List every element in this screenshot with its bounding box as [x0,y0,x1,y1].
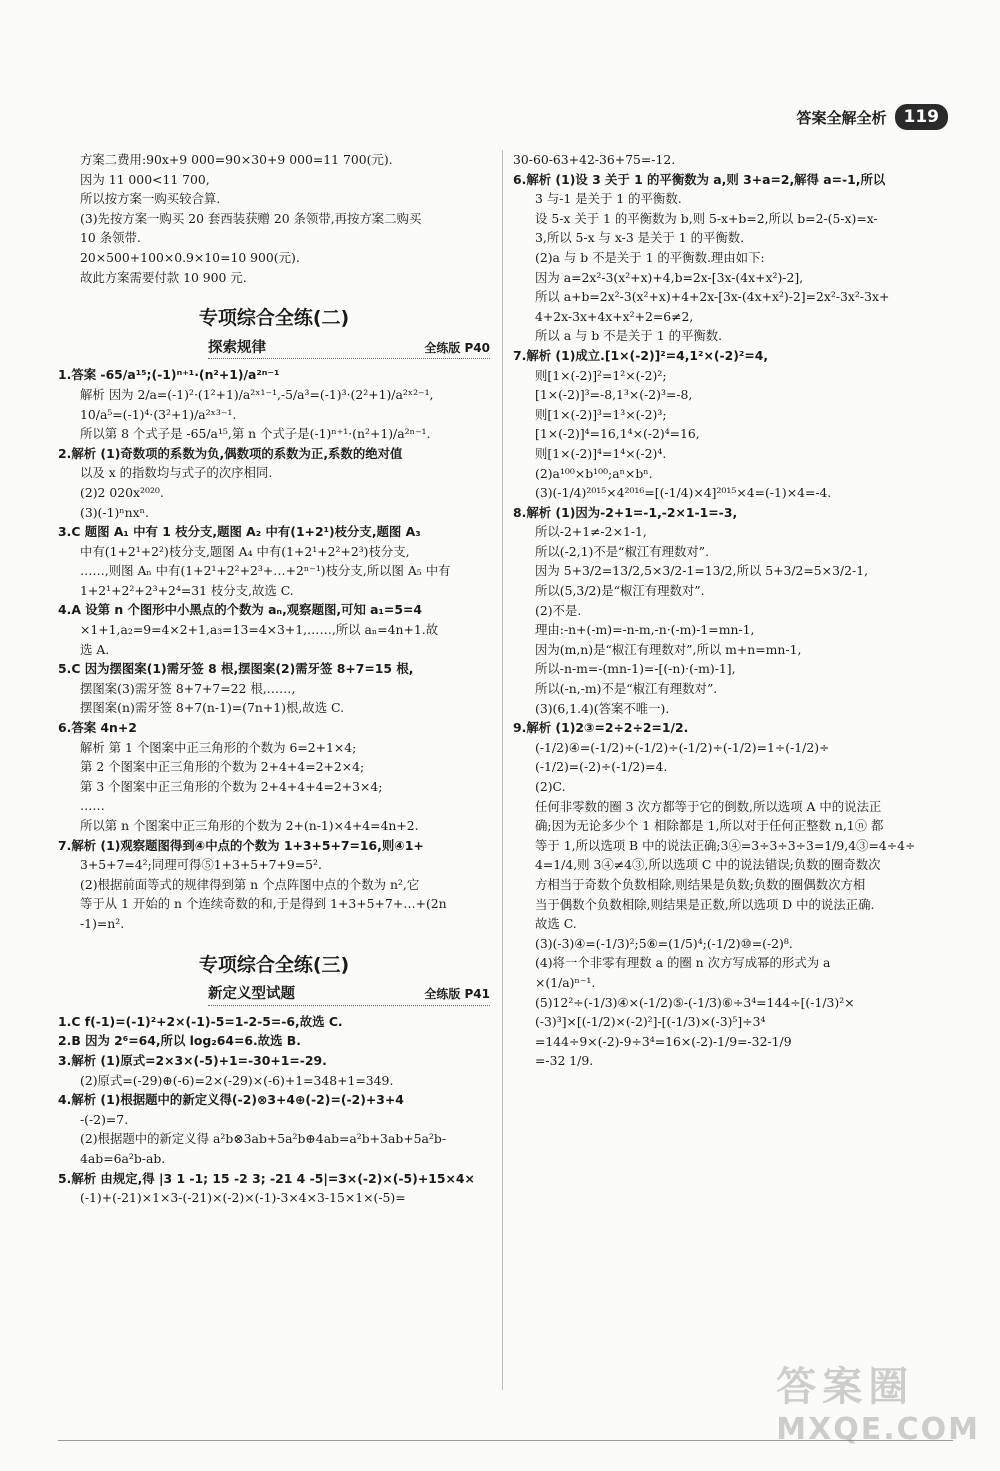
text-line: (3)(-1)ⁿnxⁿ. [80,504,149,520]
text-line: 解析 因为 2/a=(-1)²·(1²+1)/a²ˣ¹⁻¹,-5/a³=(-1)³·(2²+1)/a²ˣ²⁻¹, [80,386,434,402]
text-line: 则[1×(-2)]⁴=1⁴×(-2)⁴. [535,445,667,461]
column-divider [502,150,503,1390]
text-line: 4+2x-3x+4x+x²+2=6≠2, [535,308,694,324]
edition-ref: 全练版 P41 [424,987,490,1002]
text-line: (-1/2)④=(-1/2)÷(-1/2)÷(-1/2)÷(-1/2)=1÷(-1/2)÷ [535,739,830,755]
text-line: (5)12²÷(-1/3)④×(-1/2)⑤-(-1/3)⑥÷3⁴=144÷[(-1/3)²× [535,994,855,1010]
text-line: 摆图案(n)需牙签 8+7(n-1)=(7n+1)根,故选 C. [80,700,345,716]
text-line: 1+2¹+2²+2³+2⁴=31 枝分支,故选 C. [80,582,294,598]
text-line: (2)原式=(-29)⊕(-6)=2×(-29)×(-6)+1=348+1=349. [80,1072,394,1088]
page-header [796,104,948,130]
text-line: 2.解析 (1)奇数项的系数为负,偶数项的系数为正,系数的绝对值 [58,445,403,461]
text-line: 1.答案 -65/a¹⁵;(-1)ⁿ⁺¹·(n²+1)/a²ⁿ⁻¹ [58,367,280,383]
text-line: [1×(-2)]³=-8,1³×(-2)³=-8, [535,387,693,403]
text-line: (2)a¹⁰⁰×b¹⁰⁰;aⁿ×bⁿ. [535,465,653,481]
section-title-3: 专项综合全练(三) [198,953,350,976]
subtitle-text: 新定义型试题 [208,986,295,1003]
text-line: ……,则图 Aₙ 中有(1+2¹+2²+2³+…+2ⁿ⁻¹)枝分支,所以图 A₅ 中有 [80,563,451,579]
text-line: 因为 5+3/2=13/2,5×3/2-1=13/2,所以 5+3/2=5×3/2-1, [535,563,869,579]
text-line: (-3)³]×[(-1/2)×(-2)²]-[(-1/3)×(-3)⁵]÷3⁴ [535,1014,766,1030]
text-line: ×(1/a)ⁿ⁻¹. [535,974,596,990]
text-line: …… [80,798,105,814]
text-line: 理由:-n+(-m)=-n-m,-n·(-m)-1=mn-1, [535,622,755,638]
edition-ref: 全练版 P40 [424,340,490,355]
text-line: (2)根据前面等式的规律得到第 n 个点阵图中点的个数为 n²,它 [80,876,420,892]
text-line: 2.B 因为 2⁶=64,所以 log₂64=6.故选 B. [58,1033,301,1049]
text-line: (3)(-1/4)²⁰¹⁵×4²⁰¹⁶=[(-1/4)×4]²⁰¹⁵×4=(-1)×4=-4. [535,485,832,501]
text-line: 6.解析 (1)设 3 关于 1 的平衡数为 a,则 3+a=2,解得 a=-1,所以 [513,171,886,187]
text-line: 设 5-x 关于 1 的平衡数为 b,则 5-x+b=2,所以 b=2-(5-x)=x- [535,210,878,226]
text-line: 因为 a=2x²-3(x²+x)+4,b=2x-[3x-(4x+x²)-2], [535,269,804,285]
text-line: 任何非零数的圈 3 次方都等于它的倒数,所以选项 A 中的说法正 [535,798,882,814]
section-title-2: 专项综合全练(二) [198,307,350,330]
text-line: 3 与-1 是关于 1 的平衡数. [535,191,682,207]
text-line: 3+5+7=4²;同理可得⑤1+3+5+7+9=5². [80,857,322,873]
text-line: 中有(1+2¹+2²)枝分支,题图 A₄ 中有(1+2¹+2²+2³)枝分支, [80,543,410,559]
text-line: 方案二费用:90x+9 000=90×30+9 000=11 700(元). [80,152,393,167]
text-line: 6.答案 4n+2 [58,720,137,736]
text-line: 10/a⁵=(-1)⁴·(3²+1)/a²ˣ³⁻¹. [80,406,237,422]
text-line: (3)(-3)④=(-1/3)²;5⑥=(1/5)⁴;(-1/2)⑩=(-2)⁸. [535,935,793,951]
text-line: 确;因为无论多少个 1 相除都是 1,所以对于任何正整数 n,1ⓝ 都 [535,818,884,834]
text-line: 5.C 因为摆图案(1)需牙签 8 根,摆图案(2)需牙签 8+7=15 根, [58,661,414,677]
text-line: 7.解析 (1)观察题图得到④中点的个数为 1+3+5+7=16,则④1+ [58,837,424,853]
text-line: 8.解析 (1)因为-2+1=-1,-2×1-1=-3, [513,504,738,520]
text-line: (3)先按方案一购买 20 套西装获赠 20 条领带,再按方案二购买 [80,210,422,226]
text-line: 所以第 8 个式子是 -65/a¹⁵,第 n 个式子是(-1)ⁿ⁺¹·(n²+1)/a²ⁿ⁻¹. [80,426,431,442]
text-line: 所以 a+b=2x²-3(x²+x)+4+2x-[3x-(4x+x²)-2]=2x²-3x²-3x+ [535,289,890,305]
text-line: =-32 1/9. [535,1053,594,1069]
text-line: 故选 C. [535,916,577,932]
section-subtitle-3 [208,985,490,1006]
text-line: 因为(m,n)是“椒江有理数对”,所以 m+n=mn-1, [535,641,802,657]
text-line: (-1/2)=(-2)÷(-1/2)=4. [535,759,668,775]
text-line: (-1)+(-21)×1×3-(-21)×(-2)×(-1)-3×4×3-15×1×(-5)= [80,1190,406,1206]
text-line: 解析 第 1 个图案中正三角形的个数为 6=2+1×4; [80,739,357,755]
text-line: (2)2 020x²⁰²⁰. [80,484,164,500]
text-line: [1×(-2)]⁴=16,1⁴×(-2)⁴=16, [535,426,700,442]
page-number-badge: 119 [895,104,949,130]
text-line: 所以按方案一购买较合算. [80,191,221,207]
text-line: 摆图案(3)需牙签 8+7+7=22 根,……, [80,680,296,696]
text-line: (2)不是. [535,602,582,618]
text-line: 所以(-2,1)不是“椒江有理数对”. [535,543,710,559]
text-line: 所以 a 与 b 不是关于 1 的平衡数. [535,328,723,344]
text-line: 4.解析 (1)根据题中的新定义得(-2)⊗3+4⊕(-2)=(-2)+3+4 [58,1092,404,1108]
text-line: 4.A 设第 n 个图形中小黑点的个数为 aₙ,观察题图,可知 a₁=5=4 [58,602,422,618]
text-line: 所以(-n,-m)不是“椒江有理数对”. [535,681,718,697]
text-line: 则[1×(-2)]²=1²×(-2)²; [535,367,667,383]
subtitle-text: 探索规律 [208,339,266,356]
text-line: (2)根据题中的新定义得 a²b⊗3ab+5a²b⊕4ab=a²b+3ab+5a²b- [80,1131,447,1147]
text-line: 所以-2+1≠-2×1-1, [535,524,647,540]
text-line: 9.解析 (1)2③=2÷2÷2=1/2. [513,720,689,736]
section-subtitle-2 [208,339,490,360]
text-line: 第 3 个图案中正三角形的个数为 2+4+4+4=2+3×4; [80,778,383,794]
text-line: 20×500+100×0.9×10=10 900(元). [80,249,300,265]
watermark-logo [776,1355,980,1447]
text-line: (4)将一个非零有理数 a 的圈 n 次方写成幂的形式为 a [535,955,831,971]
text-line: ×1+1,a₂=9=4×2+1,a₃=13=4×3+1,……,所以 aₙ=4n+1.故 [80,622,439,638]
text-line: 第 2 个图案中正三角形的个数为 2+4+4=2+2×4; [80,759,365,775]
text-line: 1.C f(-1)=(-1)²+2×(-1)-5=1-2-5=-6,故选 C. [58,1013,343,1029]
text-line: 4ab=6a²b-ab. [80,1150,166,1166]
text-line: 3,所以 5-x 与 x-3 是关于 1 的平衡数. [535,230,745,246]
text-line: 方相当于奇数个负数相除,则结果是负数;负数的圈偶数次方相 [535,876,866,892]
text-line: 30-60-63+42-36+75=-12. [513,152,676,167]
watermark-url: MXQE.COM [776,1412,980,1447]
text-line: 以及 x 的指数均与式子的次序相同. [80,465,273,481]
text-line: 选 A. [80,641,110,657]
text-line: 5.解析 由规定,得 |3 1 -1; 15 -2 3; -21 4 -5|=3×(-2)×(-5)+15×4× [58,1170,475,1186]
text-line: =144÷9×(-2)-9÷3⁴=16×(-2)-1/9=-32-1/9 [535,1033,792,1049]
text-line: 所以(5,3/2)是“椒江有理数对”. [535,583,705,599]
header-title: 答案全解全析 [796,108,887,127]
right-column [513,150,953,1071]
text-line: 7.解析 (1)成立.[1×(-2)]²=4,1²×(-2)²=4, [513,347,769,363]
text-line: 当于偶数个负数相除,则结果是正数,所以选项 D 中的说法正确. [535,896,875,912]
text-line: 故此方案需要付款 10 900 元. [80,269,247,285]
text-line: (3)(6,1.4)(答案不唯一). [535,700,670,716]
text-line: -1)=n². [80,915,125,931]
text-line: 等于 1,所以选项 B 中的说法正确;3④=3÷3÷3÷3=1/9,4③=4÷4÷ [535,837,916,853]
text-line: -(-2)=7. [80,1111,129,1127]
text-line: (2)a 与 b 不是关于 1 的平衡数.理由如下: [535,249,765,265]
text-line: (2)C. [535,779,566,794]
watermark-brand: 答案圈 [776,1364,915,1410]
text-line: 4=1/4,则 3④≠4③,所以选项 C 中的说法错误;负数的圈奇数次 [535,857,881,873]
left-column [58,150,490,1208]
text-line: 3.解析 (1)原式=2×3×(-5)+1=-30+1=-29. [58,1052,327,1068]
text-line: 所以-n-m=-(mn-1)=-[(-n)·(-m)-1], [535,661,736,677]
text-line: 因为 11 000<11 700, [80,171,210,187]
text-line: 等于从 1 开始的 n 个连续奇数的和,于是得到 1+3+5+7+…+(2n [80,896,447,912]
text-line: 所以第 n 个图案中正三角形的个数为 2+(n-1)×4+4=4n+2. [80,818,419,833]
text-line: 则[1×(-2)]³=1³×(-2)³; [535,406,667,422]
text-line: 3.C 题图 A₁ 中有 1 枝分支,题图 A₂ 中有(1+2¹)枝分支,题图 A₃ [58,524,421,540]
text-line: 10 条领带. [80,230,141,246]
